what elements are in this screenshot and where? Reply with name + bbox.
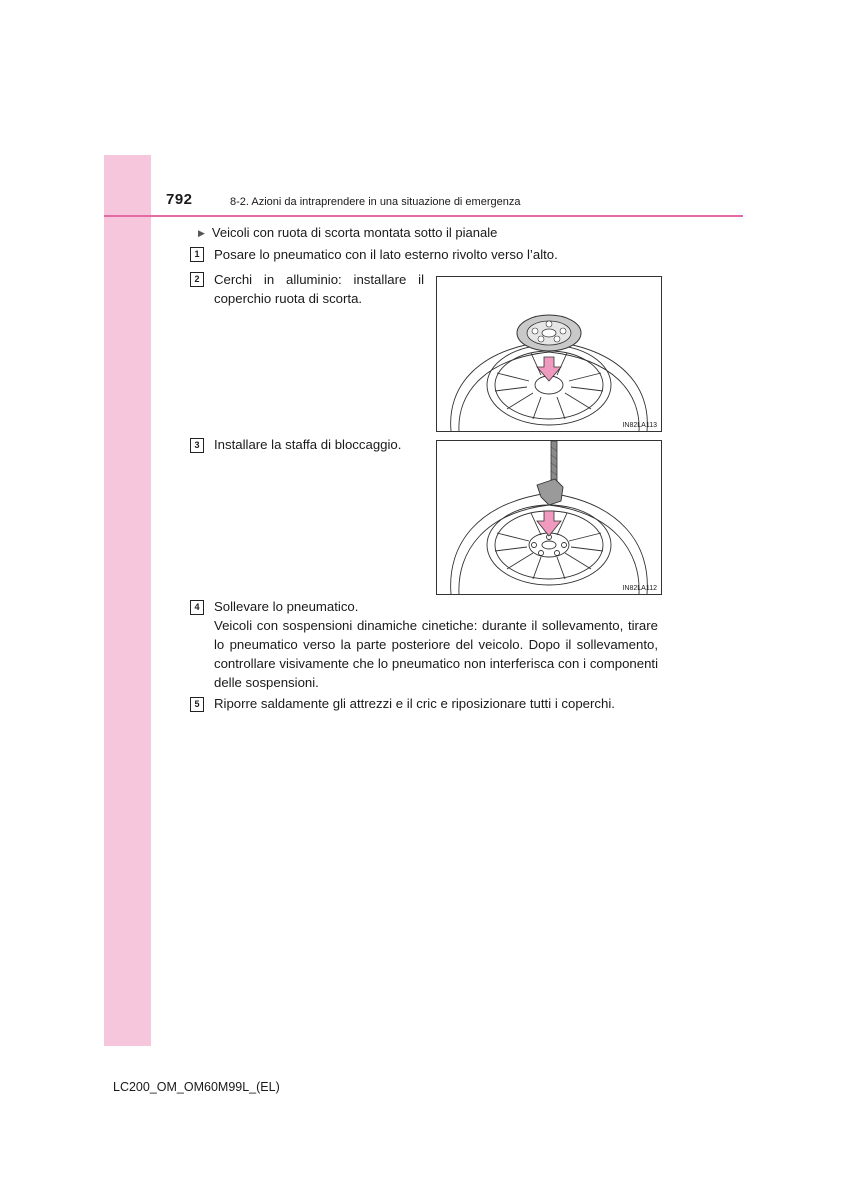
step-4-detail: Veicoli con sospensioni dinamiche cinetiche: durante il sollevamento, tirare lo pneumatico verso la parte posteriore del veicolo. Dopo il sollevamento, controllare visivamente che lo pneumatico non interferisca con i componenti delle sospensioni. — [214, 618, 658, 690]
page-number: 792 — [166, 191, 193, 208]
triangle-bullet-icon: ▶ — [198, 228, 205, 238]
locking-bracket-illustration — [437, 441, 661, 594]
figure-spare-wheel-cover — [436, 276, 662, 432]
figure-code: IN82LA112 — [622, 585, 657, 592]
chapter-side-tab — [104, 155, 151, 1046]
footer-doc-code: LC200_OM_OM60M99L_(EL) — [113, 1080, 280, 1094]
figure-locking-bracket — [436, 440, 662, 595]
step-number-1: 1 — [190, 247, 204, 262]
figure-code: IN82LA113 — [622, 422, 657, 429]
step-1-text: Posare lo pneumatico con il lato esterno rivolto verso l’alto. — [214, 247, 558, 262]
locking-bracket-icon — [537, 479, 563, 505]
section-title: 8-2. Azioni da intraprendere in una situazione di emergenza — [230, 196, 521, 208]
step-2-text: Cerchi in alluminio: installare il coperchio ruota di scorta. — [214, 272, 424, 306]
step-number-3: 3 — [190, 438, 204, 453]
down-arrow-icon — [537, 511, 561, 536]
step-number-5: 5 — [190, 697, 204, 712]
step-3-text: Installare la staffa di bloccaggio. — [214, 437, 402, 452]
subheading-text: Veicoli con ruota di scorta montata sotto il pianale — [211, 225, 498, 240]
step-4-text: Sollevare lo pneumatico. — [214, 599, 359, 614]
step-number-4: 4 — [190, 600, 204, 615]
wheel-cover-illustration — [437, 277, 661, 431]
subheading — [198, 225, 497, 240]
header-divider — [104, 215, 743, 217]
step-number-2: 2 — [190, 272, 204, 287]
step-5-text: Riporre saldamente gli attrezzi e il cric e riposizionare tutti i coperchi. — [214, 696, 615, 711]
